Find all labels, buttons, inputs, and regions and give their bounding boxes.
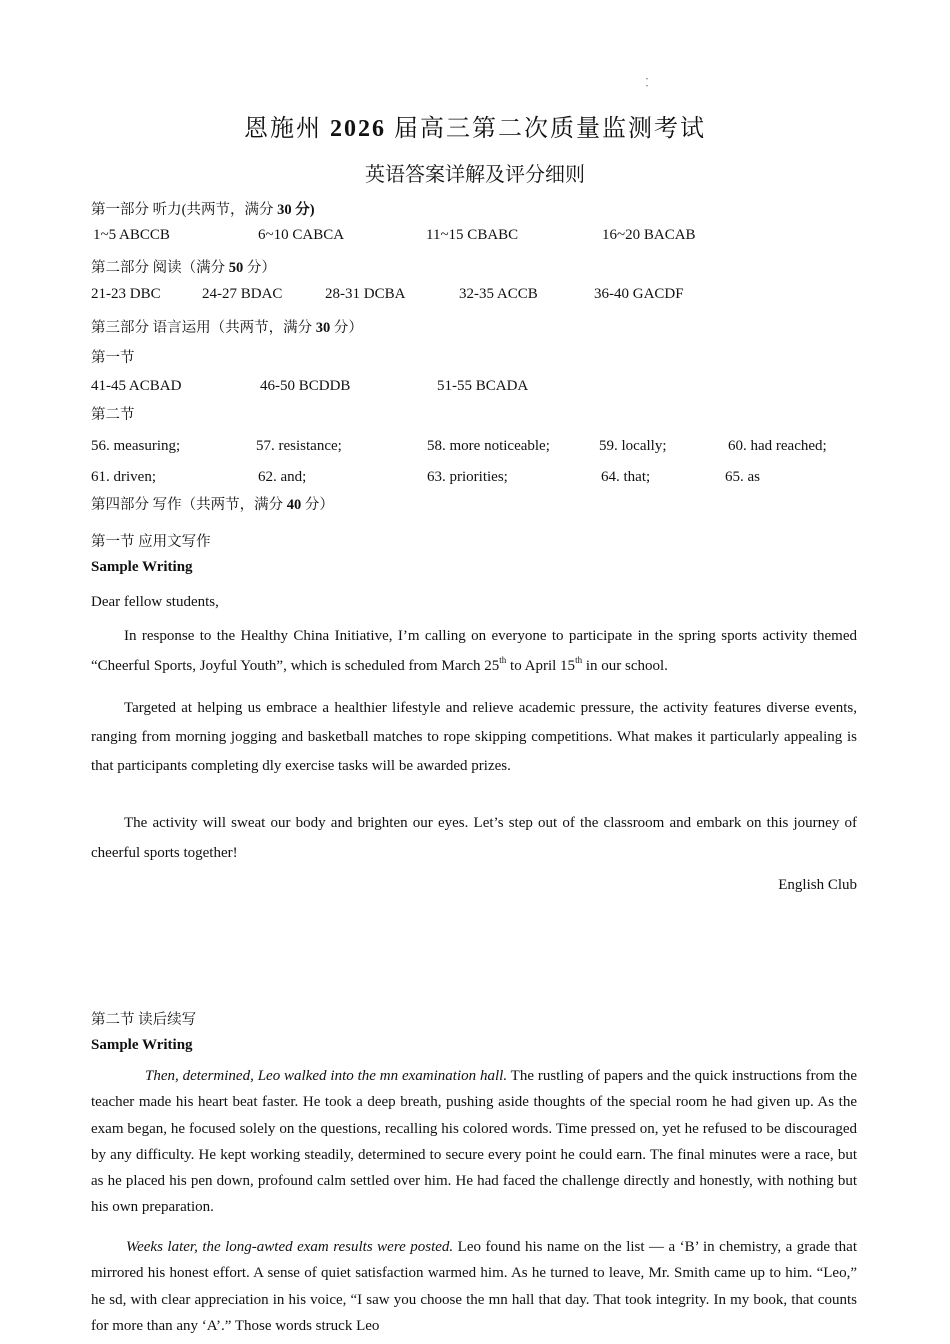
part1-title: 第一部分 听力(共两节，满分 bbox=[91, 202, 278, 218]
answer-group: 32-35 ACCB bbox=[459, 286, 538, 302]
answer-group: 24-27 BDAC bbox=[202, 286, 283, 302]
page-title bbox=[0, 108, 950, 143]
part2-title-end: 分） bbox=[243, 260, 276, 276]
letter-greeting: Dear fellow students, bbox=[91, 594, 219, 610]
letter-paragraph bbox=[91, 621, 857, 681]
title-prefix: 恩施州 bbox=[244, 116, 330, 142]
answer-item: 60. had reached; bbox=[728, 438, 827, 454]
part2-heading bbox=[91, 256, 276, 277]
answer-item: 64. that; bbox=[601, 469, 651, 485]
part3-title: 第三部分 语言运用（共两节，满分 bbox=[91, 320, 316, 336]
answer-item: 58. more noticeable; bbox=[427, 438, 550, 454]
part4-section1-title: 第一节 应用文写作 bbox=[91, 534, 211, 550]
answer-item: 57. resistance; bbox=[256, 438, 342, 454]
continuation-paragraph bbox=[91, 1234, 857, 1339]
part2-score: 50 bbox=[228, 260, 244, 276]
answer-item: 65. as bbox=[725, 469, 760, 485]
corner-marks bbox=[646, 78, 648, 92]
answer-group: 51-55 BCADA bbox=[437, 378, 529, 394]
part1-title-end: 分) bbox=[291, 202, 315, 218]
answer-item: 62. and; bbox=[258, 469, 307, 485]
letter-paragraph: The activity will sweat our body and brighten our eyes. Let’s step out of the classroom and embark on this journey of cheerful sports together! bbox=[91, 815, 857, 861]
continuation-text: The rustling of papers and the quick instructions from the teacher made his heart beat faster. He took a deep breath, pushing aside thoughts of the special room he had given up. As the exam began, he focused solely on the questions, recalling his colored words. Time pressed on, yet he refused to be discouraged by any difficulty. He kept working steadily, determined to secure every point he could earn. The final minutes were a race, but as he placed his pen down, profound calm settled over him. He had faced the challenge directly and honestly, with nothing but his own preparation. bbox=[91, 1068, 857, 1216]
letter-paragraph-text: to April 15 bbox=[506, 658, 576, 674]
answer-item: 61. driven; bbox=[91, 469, 156, 485]
letter-paragraph-text: In response to the Healthy China Initiative, I’m calling on everyone to participate in the spring sports activity themed “Cheerful Sports, Joyful Youth”, which is scheduled from March 25 bbox=[91, 628, 857, 674]
title-suffix: 届高三第二次质量监测考试 bbox=[386, 116, 706, 142]
part4-section2-title: 第二节 读后续写 bbox=[91, 1012, 197, 1028]
answer-group: 6~10 CABCA bbox=[258, 227, 345, 243]
part1-score: 30 bbox=[277, 202, 292, 218]
answer-group: 46-50 BCDDB bbox=[260, 378, 351, 394]
part3-score: 30 bbox=[315, 320, 331, 336]
title-year: 2026 bbox=[330, 116, 386, 142]
answer-group: 36-40 GACDF bbox=[594, 286, 684, 302]
answer-group: 1~5 ABCCB bbox=[93, 227, 170, 243]
part3-title-end: 分） bbox=[330, 320, 363, 336]
answer-group: 28-31 DCBA bbox=[325, 286, 406, 302]
letter-paragraph-text: in our school. bbox=[582, 658, 668, 674]
continuation-paragraph bbox=[91, 1063, 857, 1221]
answer-item: 56. measuring; bbox=[91, 438, 181, 454]
part4-title: 第四部分 写作（共两节，满分 bbox=[91, 497, 287, 513]
part3-heading bbox=[91, 316, 363, 337]
page-subtitle: 英语答案详解及评分细则 bbox=[365, 164, 585, 186]
sample-writing-label: Sample Writing bbox=[91, 1037, 193, 1053]
paragraph-lead-sentence: Then, determined, Leo walked into the mn examination hall. bbox=[145, 1068, 508, 1084]
part3-section2-title: 第二节 bbox=[91, 407, 135, 423]
answer-group: 41-45 ACBAD bbox=[91, 378, 182, 394]
answer-item: 63. priorities; bbox=[427, 469, 508, 485]
continuation-text: Leo found his name on the list — a ‘B’ in chemistry, a grade that mirrored his honest effort. A sense of quiet satisfaction warmed him. As he turned to leave, Mr. Smith came up to him. “Leo,” he sd, with clear appreciation in his voice, “I saw you choose the mn hall that day. That took integrity. In my book, that counts for more than any ‘A’.” Those words struck Leo bbox=[91, 1239, 857, 1334]
answer-group: 21-23 DBC bbox=[91, 286, 161, 302]
letter-signature: English Club bbox=[778, 877, 857, 893]
corner-mark: " bbox=[646, 78, 649, 84]
ordinal-suffix: th bbox=[499, 655, 507, 665]
paragraph-lead-sentence: Weeks later, the long-awted exam results were posted. bbox=[126, 1239, 454, 1255]
part1-heading bbox=[91, 198, 315, 219]
sample-writing-label: Sample Writing bbox=[91, 559, 193, 575]
answer-group: 16~20 BACAB bbox=[602, 227, 696, 243]
part3-section1-title: 第一节 bbox=[91, 350, 135, 366]
ordinal-suffix: th bbox=[575, 655, 583, 665]
corner-mark: " bbox=[646, 85, 649, 91]
answer-item: 59. locally; bbox=[599, 438, 667, 454]
part4-heading bbox=[91, 493, 334, 514]
part4-score: 40 bbox=[286, 497, 302, 513]
letter-paragraph: Targeted at helping us embrace a healthier lifestyle and relieve academic pressure, the activity features diverse events, ranging from morning jogging and basketball matches to rope skipping competitions. What makes it particularly appealing is that participants completing dly exercise tasks will be awarded prizes. bbox=[91, 700, 857, 774]
part4-title-end: 分） bbox=[301, 497, 334, 513]
answer-group: 11~15 CBABC bbox=[426, 227, 519, 243]
part2-title: 第二部分 阅读（满分 bbox=[91, 260, 229, 276]
